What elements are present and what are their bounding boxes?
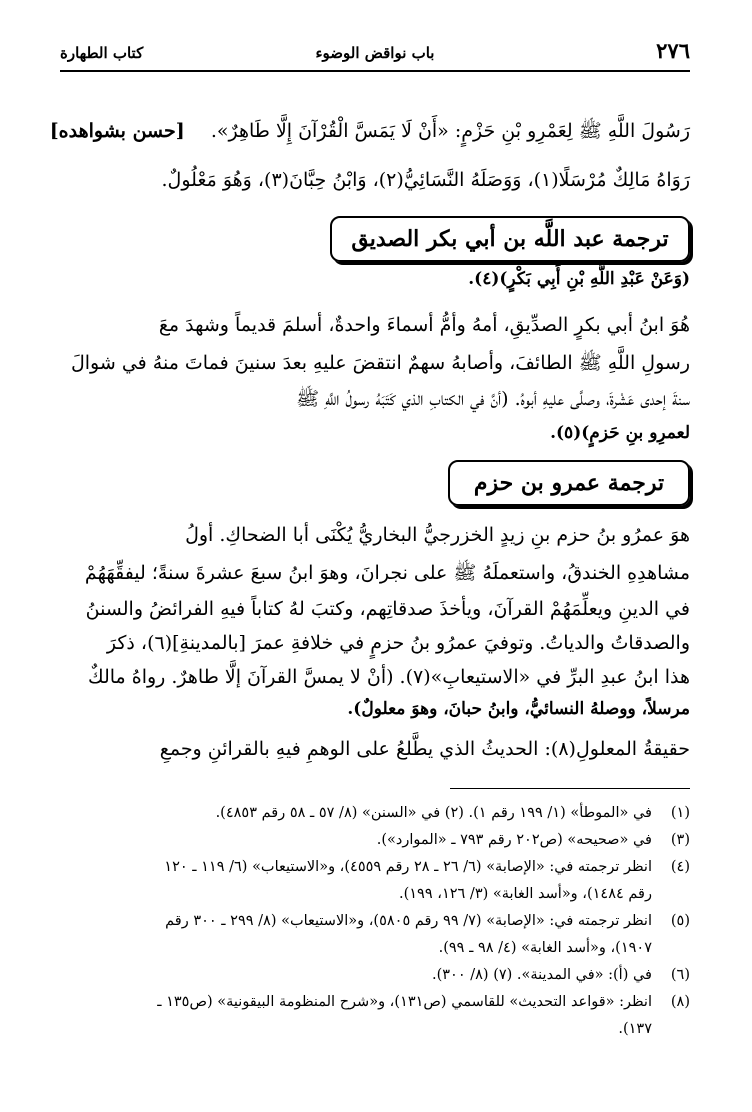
hadith-line-2: رَوَاهُ مَالِكٌ مُرْسَلًا(١)، وَوَصَلَهُ النَّسَائِيُّ(٢)، وَابْنُ حِبَّانَ(٣)، وَهُوَ مَعْلُولٌ. <box>161 169 690 191</box>
bio-line: والصدقاتُ والدياتُ. وتوفيَ عمرُو بنُ حزمٍ في خلافةِ عمرَ [بالمدينةِ](٦)، ذكرَ <box>106 632 690 654</box>
bio-line: لعمرِو بنِ حَزمٍ)(٥). <box>550 423 690 443</box>
hadith-text: رَسُولَ اللَّهِ ﷺ لِعَمْرِو بْنِ حَزْمٍ: «أَنْ لَا يَمَسَّ الْقُرْآنَ إِلَّا طَاهِرٌ». <box>210 120 690 142</box>
footnote: ١٩٠٧)، و«أسد الغابة» (٤/ ٩٨ ـ ٩٩). <box>438 940 652 956</box>
bio-line: مشاهدِهِ الخندقُ، واستعملَهُ ﷺ على نجرانَ، وهوَ ابنُ سبعَ عشرةَ سنةً؛ ليفقِّهَهُمْ <box>84 562 690 584</box>
page-number: ٢٧٦ <box>656 38 690 63</box>
footnote: (١)في «الموطأ» (١/ ١٩٩ رقم ١). (٢) في «السنن» (٨/ ٥٧ ـ ٥٨ رقم ٤٨٥٣). <box>215 805 690 821</box>
book-title: كتاب الطهارة <box>60 44 144 62</box>
hadith-grade: [حسن بشواهده] <box>49 120 185 142</box>
footnote: (٤)انظر ترجمته في: «الإصابة» (٦/ ٢٦ ـ ٢٨ رقم ٤٥٥٩)، و«الاستيعاب» (٦/ ١١٩ ـ ١٢٠ <box>164 859 690 875</box>
bio-line: رسولِ اللَّهِ ﷺ الطائفَ، وأصابهُ سهمٌ انتقضَ عليهِ بعدَ سنينَ فماتَ منهُ في شوالَ <box>70 352 690 374</box>
section-title-box <box>330 216 690 262</box>
definition-line: حقيقةُ المعلولِ(٨): الحديثُ الذي يطَّلعُ على الوهمِ فيهِ بالقرائنِ وجمعِ <box>159 738 690 760</box>
header-rule <box>60 70 690 72</box>
section-title: ترجمة عبد اللَّه بن أبي بكر الصديق <box>351 226 669 252</box>
bio-line: هذا ابنُ عبدِ البرِّ في «الاستيعابِ»(٧). (أنْ لا يمسَّ القرآنَ إلَّا طاهرٌ. رواهُ مالكٌ <box>87 666 690 688</box>
footnote-rule <box>450 788 690 789</box>
bio-line: مرسلاً، ووصلهُ النسائيُّ، وابنُ حبانَ، وهوَ معلولٌ). <box>347 699 690 719</box>
section-title: ترجمة عمرو بن حزم <box>473 470 665 496</box>
bio-line: هوَ عمرُو بنُ حزم بنِ زيدٍ الخزرجيُّ البخاريُّ يُكْنَى أبا الضحاكِ. أولُ <box>185 524 690 546</box>
narrator-intro: (وَعَنْ عَبْدِ اللَّهِ بْنِ أَبِي بَكْرٍ)(٤). <box>468 269 690 289</box>
footnote: (٦)في (أ): «في المدينة». (٧) (٨/ ٣٠٠). <box>431 967 690 983</box>
footnote: (٥)انظر ترجمته في: «الإصابة» (٧/ ٩٩ رقم ٥٨٠٥)، و«الاستيعاب» (٨/ ٢٩٩ ـ ٣٠٠ رقم <box>165 913 690 929</box>
bio-line: في الدينِ ويعلِّمَهُمْ القرآنَ، ويأخذَ صدقاتِهم، وكتبَ لهُ كتاباً فيهِ الفرائضُ والسننُ <box>85 598 690 620</box>
footnote: ١٣٧). <box>618 1021 652 1037</box>
bio-line: سنةَ إحدى عَشْرةَ، وصلَّى عليهِ أبوهُ. (أنَّ في الكتابِ الذي كَتَبَهُ رسولُ اللَّهِ ﷺ <box>296 388 690 410</box>
page-header <box>60 34 690 68</box>
footnote: رقم ١٤٨٤)، و«أسد الغابة» (٣/ ١٢٦، ١٩٩). <box>398 886 652 902</box>
footnote: (٣)في «صحيحه» (ص٢٠٢ رقم ٧٩٣ ـ «الموارد»). <box>376 832 690 848</box>
section-title-box <box>448 460 690 506</box>
hadith-line-1 <box>49 118 690 144</box>
chapter-title: باب نواقض الوضوء <box>315 44 435 62</box>
bio-line: هُوَ ابنُ أبي بكرٍ الصدِّيقِ، أمهُ وأمُّ أسماءَ واحدةٌ، أسلمَ قديماً وشهدَ معَ <box>158 314 690 336</box>
footnote: (٨)انظر: «قواعد التحديث» للقاسمي (ص١٣١)، و«شرح المنظومة البيقونية» (ص١٣٥ ـ <box>157 994 690 1010</box>
